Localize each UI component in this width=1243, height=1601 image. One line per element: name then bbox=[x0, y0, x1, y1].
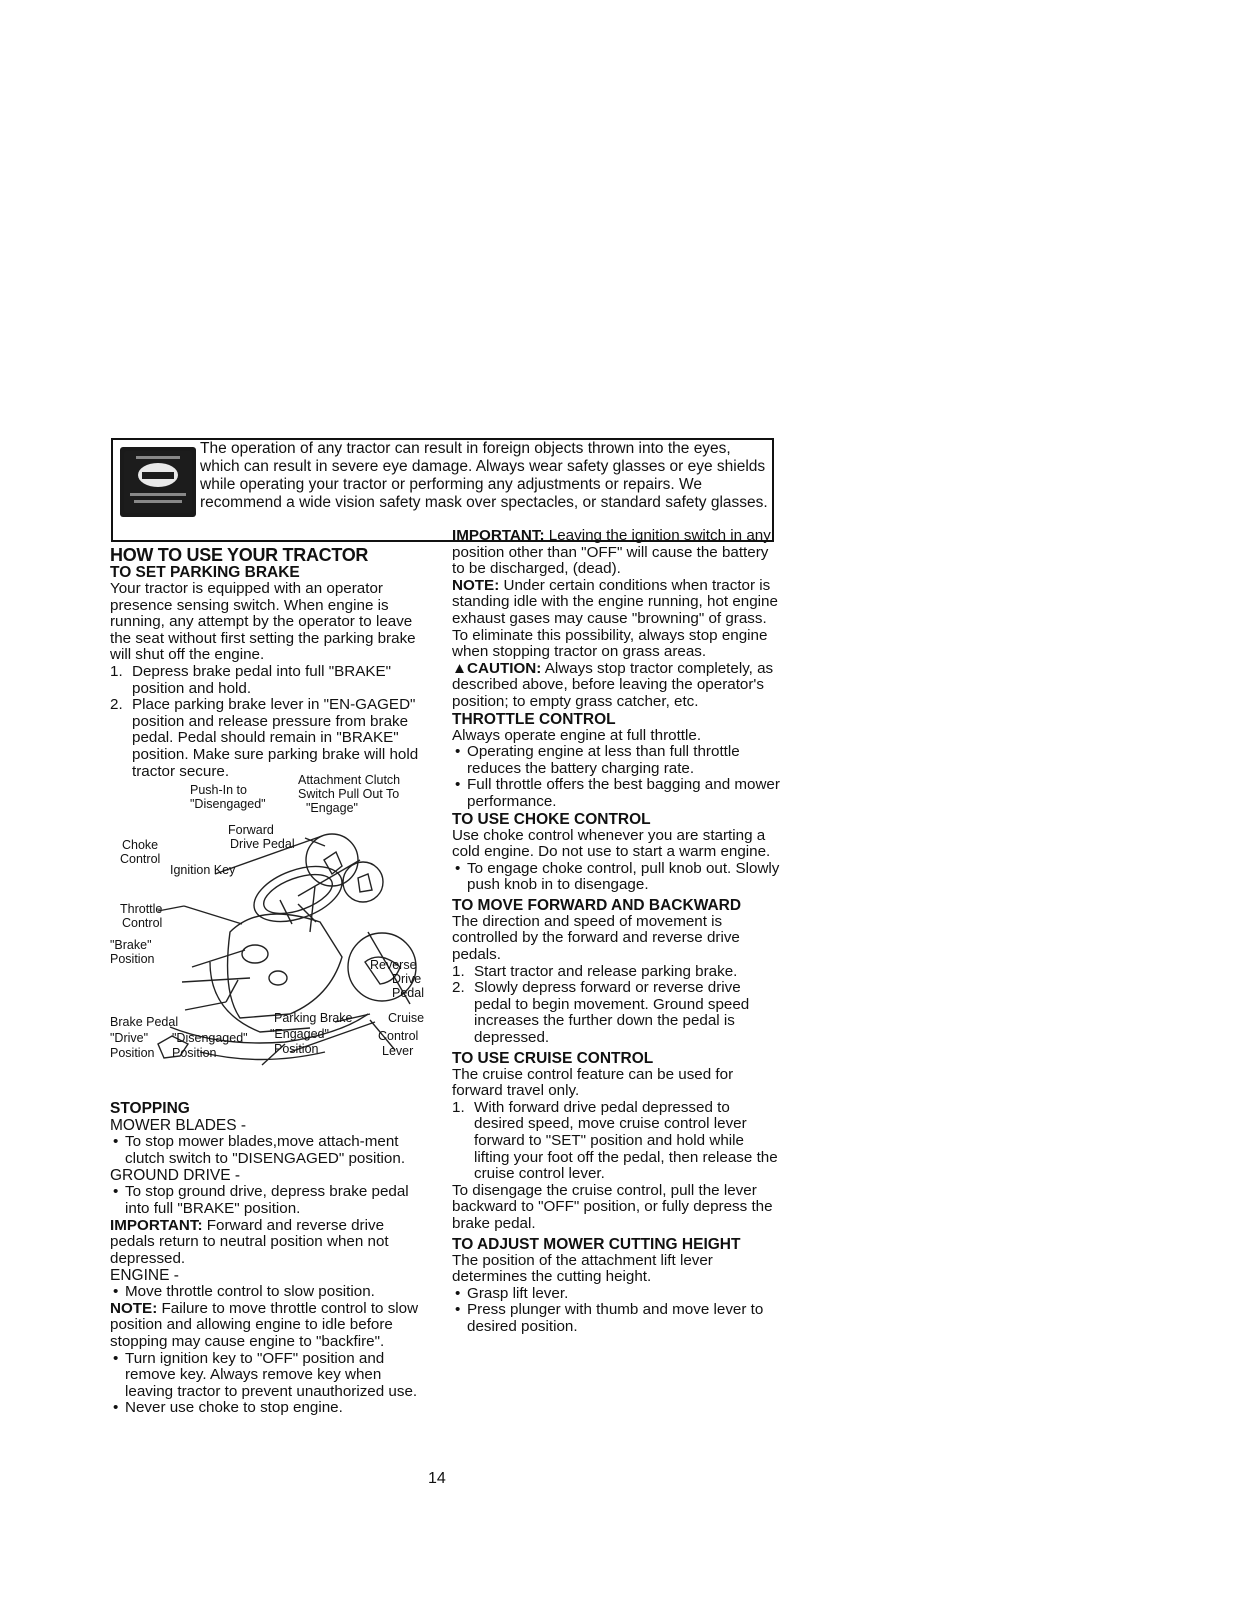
label-drive: "Drive" bbox=[110, 1031, 149, 1046]
bullet-item: • Press plunger with thumb and move lever to desired position. bbox=[455, 1301, 764, 1335]
label-cruise: Cruise bbox=[388, 1011, 425, 1026]
label-choke-control: Control bbox=[120, 852, 161, 867]
label-switch-pull-out: Switch Pull Out To bbox=[298, 787, 400, 802]
label-push-in: Push-In to bbox=[190, 783, 247, 798]
engine-label: ENGINE - bbox=[110, 1267, 179, 1285]
choke-intro: Use choke control whenever you are starting a cold engine. Do not use to start a warm engine. bbox=[452, 826, 771, 861]
safety-glasses-icon bbox=[120, 447, 196, 517]
bullet-item: • To engage choke control, pull knob out. Slowly push knob in to disengage. bbox=[455, 859, 780, 894]
parking-brake-heading: TO SET PARKING BRAKE bbox=[110, 564, 300, 581]
throttle-note: NOTE: Failure to move throttle control to slow position and allowing engine to idle before stopping may cause engine to "backfire". bbox=[110, 1299, 419, 1351]
cruise-step: 1. With forward drive pedal depressed to desired speed, move cruise control lever forward to "SET" position and hold while lifting your foot off the pedal, then release the cruise control lever. bbox=[452, 1098, 778, 1183]
bullet-item: • To stop mower blades,move attach-ment clutch switch to "DISENGAGED" position. bbox=[113, 1133, 406, 1167]
label-parking-brake: Parking Brake bbox=[274, 1011, 353, 1026]
cruise-disengage: To disengage the cruise control, pull the lever backward to "OFF" position, or fully depress the brake pedal. bbox=[452, 1181, 773, 1232]
label-brake-position: Position bbox=[110, 952, 155, 967]
bullet-item: • Grasp lift lever. bbox=[455, 1284, 569, 1302]
caution-note: ▲CAUTION: Always stop tractor completely, as described above, before leaving the operator's position; to empty grass catcher, etc. bbox=[452, 659, 774, 710]
label-engage: "Engage" bbox=[306, 801, 358, 816]
label-brake: "Brake" bbox=[110, 938, 152, 953]
label-reverse-pedal: Pedal bbox=[392, 986, 424, 1001]
caution-icon: ▲ bbox=[452, 659, 468, 677]
label-cruise-control: Control bbox=[378, 1029, 419, 1044]
cruise-heading: TO USE CRUISE CONTROL bbox=[452, 1049, 654, 1067]
bullet-item: • Operating engine at less than full throttle reduces the battery charging rate. bbox=[455, 743, 740, 777]
warning-text: The operation of any tractor can result in foreign objects thrown into the eyes, which can result in severe eye damage. Always wear safety glasses or eye shields while operating your tractor or performing any adjustments or repairs. We recommend a wide vision safety mask over spectacles, or standard safety glasses. bbox=[200, 440, 768, 511]
parking-step: 2. Place parking brake lever in "EN-GAGED" position and release pressure from brake pedal. Pedal should remain in "BRAKE" position. Make sure parking brake will hold tractor secure. bbox=[110, 696, 419, 780]
mower-blades-label: MOWER BLADES - bbox=[110, 1117, 247, 1135]
label-attachment-clutch: Attachment Clutch bbox=[298, 773, 401, 788]
label-engaged-position: Position bbox=[274, 1042, 319, 1057]
move-intro: The direction and speed of movement is controlled by the forward and reverse drive pedals. bbox=[452, 912, 740, 964]
cruise-intro: The cruise control feature can be used for forward travel only. bbox=[452, 1065, 734, 1100]
label-drive-pedal: Drive Pedal bbox=[230, 837, 295, 852]
left-column bbox=[110, 546, 432, 1417]
page-number: 14 bbox=[428, 1470, 446, 1487]
label-reverse-drive: Drive bbox=[392, 972, 422, 987]
label-reverse: Reverse bbox=[370, 958, 417, 973]
parking-brake-intro: Your tractor is equipped with an operator presence sensing switch. When engine is running, any attempt by the operator to leave the seat without first setting the parking brake will shut off the engine. bbox=[110, 580, 416, 664]
label-drive-position: Position bbox=[110, 1046, 155, 1061]
label-push-in-disengaged: "Disengaged" bbox=[190, 797, 266, 812]
move-step: 2. Slowly depress forward or reverse drive pedal to begin movement. Ground speed increases the further down the pedal is depressed. bbox=[452, 979, 750, 1047]
throttle-heading: THROTTLE CONTROL bbox=[452, 710, 616, 728]
label-throttle-control: Control bbox=[122, 916, 163, 931]
tractor-controls-diagram bbox=[110, 773, 432, 1100]
bullet-item: • Turn ignition key to "OFF" position and remove key. Always remove key when leaving tractor to prevent unauthorized use. bbox=[113, 1349, 418, 1400]
label-forward: Forward bbox=[228, 823, 274, 838]
height-heading: TO ADJUST MOWER CUTTING HEIGHT bbox=[452, 1235, 741, 1253]
bullet-item: • Never use choke to stop engine. bbox=[113, 1399, 343, 1417]
label-ignition-key: Ignition Key bbox=[170, 863, 236, 878]
label-disengaged: "Disengaged" bbox=[172, 1031, 248, 1046]
label-choke: Choke bbox=[122, 838, 159, 853]
label-disengaged-position: Position bbox=[172, 1046, 217, 1061]
height-intro: The position of the attachment lift lever determines the cutting height. bbox=[452, 1251, 713, 1286]
throttle-intro: Always operate engine at full throttle. bbox=[452, 726, 702, 744]
browning-note: NOTE: Under certain conditions when tractor is standing idle with the engine running, hot engine exhaust gases may cause "browning" of grass. To eliminate this possibility, always stop engine when stopping tractor on grass areas. bbox=[452, 576, 778, 661]
bullet-item: • Full throttle offers the best bagging and mower performance. bbox=[455, 776, 780, 810]
right-column bbox=[452, 528, 782, 1336]
bullet-item: • Move throttle control to slow position. bbox=[113, 1283, 375, 1301]
stopping-heading: STOPPING bbox=[110, 1100, 190, 1118]
ignition-important: IMPORTANT: Leaving the ignition switch in any position other than "OFF" will cause the battery to be discharged, (dead). bbox=[452, 527, 771, 578]
important-note: IMPORTANT: Forward and reverse drive pedals return to neutral position when not depressed. bbox=[110, 1216, 389, 1267]
section-title: HOW TO USE YOUR TRACTOR bbox=[110, 545, 369, 565]
move-step: 1. Start tractor and release parking brake. bbox=[452, 962, 738, 980]
label-cruise-lever: Lever bbox=[382, 1044, 414, 1059]
choke-heading: TO USE CHOKE CONTROL bbox=[452, 810, 651, 828]
move-heading: TO MOVE FORWARD AND BACKWARD bbox=[452, 896, 742, 914]
parking-step: 1. Depress brake pedal into full "BRAKE" position and hold. bbox=[110, 662, 391, 697]
label-brake-pedal: Brake Pedal bbox=[110, 1015, 179, 1030]
ground-drive-label: GROUND DRIVE - bbox=[110, 1167, 241, 1185]
label-engaged: "Engaged" bbox=[270, 1027, 329, 1042]
bullet-item: • To stop ground drive, depress brake pedal into full "BRAKE" position. bbox=[113, 1183, 409, 1217]
label-throttle: Throttle bbox=[120, 902, 163, 917]
